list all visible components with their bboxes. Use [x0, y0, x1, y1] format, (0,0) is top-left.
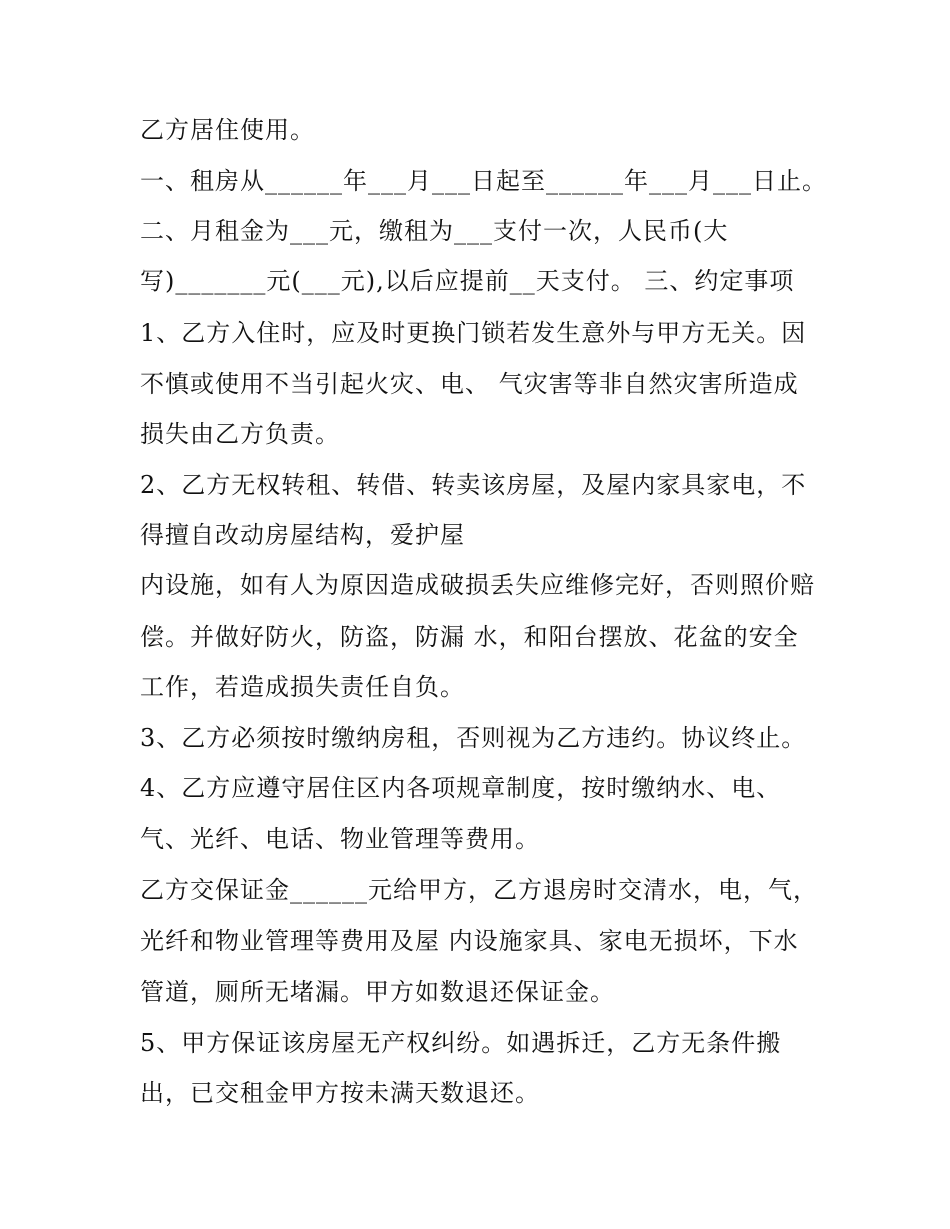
- text-line: 写)_______元(___元),以后应提前__天支付。 三、约定事项: [140, 267, 795, 295]
- text-line: 气、光纤、电话、物业管理等费用。: [140, 825, 540, 853]
- text-line: 2、乙方无权转租、转借、转卖该房屋，及屋内家具家电，不: [140, 471, 807, 499]
- text-line: 光纤和物业管理等费用及屋 内设施家具、家电无损坏，下水: [140, 927, 799, 955]
- text-line: 损失由乙方负责。: [140, 420, 340, 448]
- text-line: 二、月租金为___元，缴租为___支付一次，人民币(大: [140, 217, 729, 245]
- text-line: 乙方居住使用。: [140, 116, 315, 144]
- text-line: 5、甲方保证该房屋无产权纠纷。如遇拆迁，乙方无条件搬: [140, 1029, 782, 1057]
- text-line: 出，已交租金甲方按未满天数退还。: [140, 1079, 540, 1107]
- text-line: 3、乙方必须按时缴纳房租，否则视为乙方违约。协议终止。: [140, 724, 807, 752]
- text-line: 1、乙方入住时，应及时更换门锁若发生意外与甲方无关。因: [140, 319, 807, 347]
- text-line: 得擅自改动房屋结构，爱护屋: [140, 521, 465, 549]
- text-line: 4、乙方应遵守居住区内各项规章制度，按时缴纳水、电、: [140, 774, 782, 802]
- text-line: 乙方交保证金______元给甲方，乙方退房时交清水，电，气，: [140, 876, 818, 904]
- text-line: 不慎或使用不当引起火灾、电、 气灾害等非自然灾害所造成: [140, 370, 799, 398]
- text-line: 管道，厕所无堵漏。甲方如数退还保证金。: [140, 978, 615, 1006]
- text-line: 一、租房从______年___月___日起至______年___月___日止。: [140, 167, 827, 195]
- text-line: 工作，若造成损失责任自负。: [140, 673, 465, 701]
- text-line: 内设施，如有人为原因造成破损丢失应维修完好，否则照价赔: [140, 571, 815, 599]
- text-line: 偿。并做好防火，防盗，防漏 水，和阳台摆放、花盆的安全: [140, 623, 799, 651]
